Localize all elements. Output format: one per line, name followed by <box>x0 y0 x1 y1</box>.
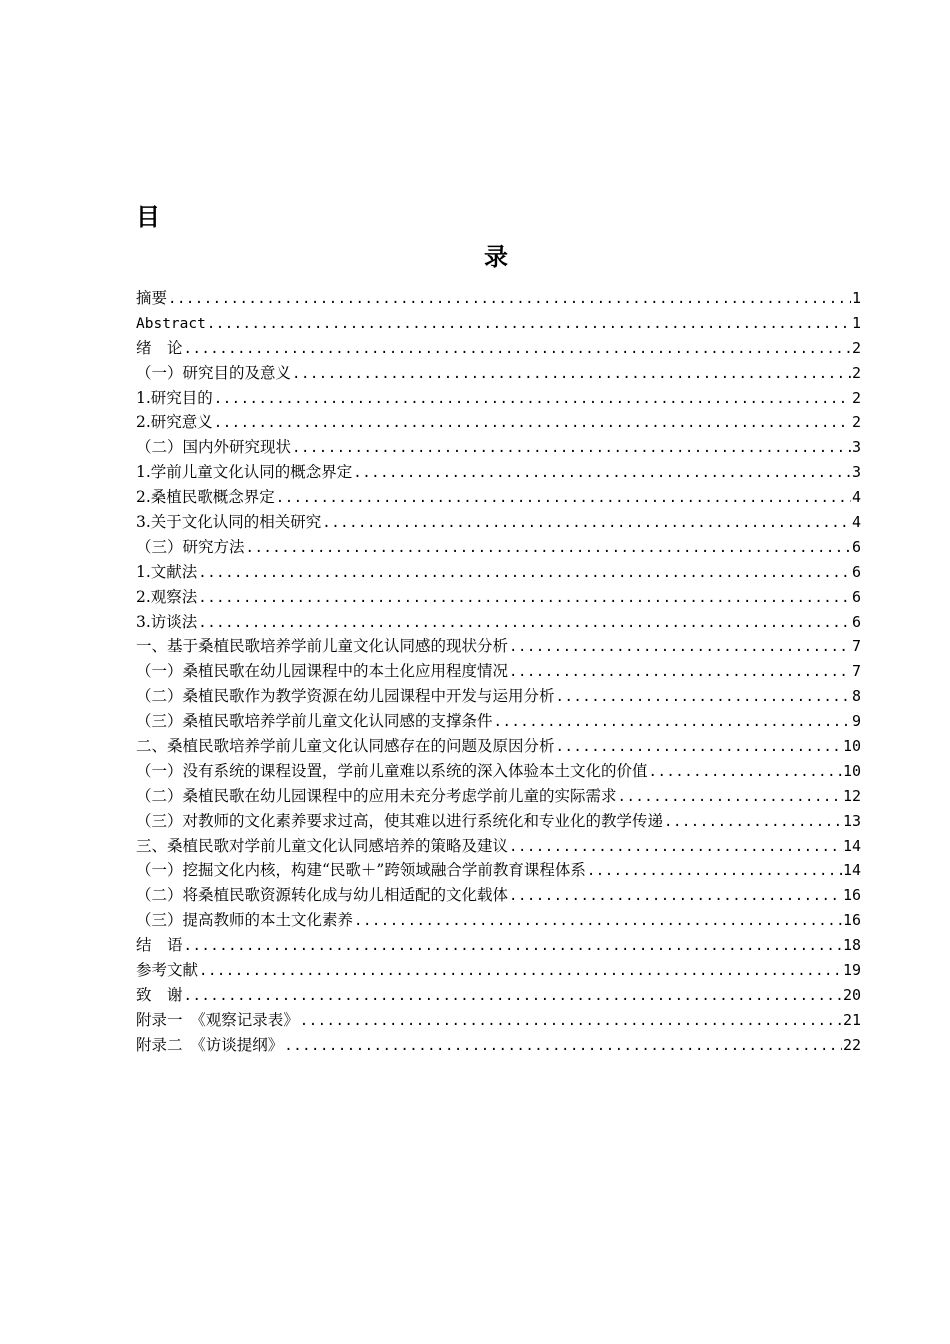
toc-entry[interactable] <box>136 809 861 834</box>
toc-entry[interactable] <box>136 460 861 485</box>
toc-entry[interactable] <box>136 286 861 311</box>
toc-dot-leader <box>618 785 842 809</box>
toc-entry-page-number: 6 <box>851 562 861 581</box>
toc-entry[interactable] <box>136 361 861 386</box>
toc-title-char-1: 目 <box>136 203 160 231</box>
toc-entry[interactable] <box>136 610 861 635</box>
toc-dot-leader <box>246 536 851 560</box>
toc-entry[interactable] <box>136 1008 861 1033</box>
toc-entry-label: 1.研究目的 <box>136 388 213 407</box>
toc-entry-page-number: 8 <box>851 687 861 706</box>
toc-entry[interactable] <box>136 883 861 908</box>
toc-entry-label: 2.桑植民歌概念界定 <box>136 488 275 507</box>
toc-title-char-2: 录 <box>484 243 508 271</box>
toc-dot-leader <box>184 337 851 361</box>
toc-entry[interactable] <box>136 858 861 883</box>
toc-entry-page-number: 10 <box>842 761 861 780</box>
toc-entry-label: 1.学前儿童文化认同的概念界定 <box>136 463 353 482</box>
toc-entry[interactable] <box>136 908 861 933</box>
toc-dot-leader <box>509 835 842 859</box>
toc-entry-page-number: 4 <box>851 488 861 507</box>
toc-dot-leader <box>207 312 851 336</box>
toc-entry-page-number: 13 <box>842 811 861 830</box>
toc-entry[interactable] <box>136 958 861 983</box>
toc-entry[interactable] <box>136 585 861 610</box>
toc-entry[interactable] <box>136 759 861 784</box>
toc-entry[interactable] <box>136 709 861 734</box>
toc-dot-leader <box>556 735 842 759</box>
toc-dot-leader <box>184 984 842 1008</box>
toc-entry-label: 2.研究意义 <box>136 413 213 432</box>
toc-entry-label: （二）桑植民歌作为教学资源在幼儿园课程中开发与运用分析 <box>136 687 555 706</box>
toc-dot-leader <box>198 561 851 585</box>
toc-entry-label: （三）研究方法 <box>136 537 245 556</box>
toc-dot-leader <box>353 461 851 485</box>
toc-entry-label: （二）将桑植民歌资源转化成与幼儿相适配的文化载体 <box>136 886 509 905</box>
toc-entry-label: （二）国内外研究现状 <box>136 438 292 457</box>
toc-entry-label: 附录一 《观察记录表》 <box>136 1010 299 1029</box>
toc-dot-leader <box>664 810 842 834</box>
toc-entry-label: （一）研究目的及意义 <box>136 363 292 382</box>
toc-entry[interactable] <box>136 435 861 460</box>
toc-dot-leader <box>509 884 842 908</box>
toc-entry[interactable] <box>136 560 861 585</box>
toc-entry[interactable] <box>136 684 861 709</box>
toc-entry[interactable] <box>136 834 861 859</box>
toc-entry-page-number: 2 <box>851 388 861 407</box>
toc-entry[interactable] <box>136 784 861 809</box>
toc-entry-label: 结 语 <box>136 936 183 955</box>
toc-entry-page-number: 6 <box>851 537 861 556</box>
toc-entry-page-number: 9 <box>851 712 861 731</box>
toc-dot-leader <box>292 362 851 386</box>
toc-entry[interactable] <box>136 311 861 336</box>
toc-entry-label: （一）桑植民歌在幼儿园课程中的本土化应用程度情况 <box>136 662 509 681</box>
toc-entry[interactable] <box>136 410 861 435</box>
toc-entry[interactable] <box>136 983 861 1008</box>
toc-entry[interactable] <box>136 336 861 361</box>
toc-entry[interactable] <box>136 634 861 659</box>
toc-entry-label: Abstract <box>136 315 206 332</box>
toc-entry-page-number: 3 <box>851 438 861 457</box>
toc-entry[interactable] <box>136 535 861 560</box>
toc-entry-page-number: 10 <box>842 737 861 756</box>
toc-entry-page-number: 2 <box>851 413 861 432</box>
toc-entry-page-number: 7 <box>851 637 861 656</box>
toc-entry-label: 2.观察法 <box>136 587 198 606</box>
toc-entry-page-number: 14 <box>842 861 861 880</box>
toc-entry[interactable] <box>136 386 861 411</box>
toc-entry-label: 摘要 <box>136 289 168 307</box>
toc-entry-page-number: 14 <box>842 836 861 855</box>
toc-dot-leader <box>184 934 842 958</box>
toc-entry-label: 附录二 《访谈提纲》 <box>136 1035 284 1054</box>
toc-entry-page-number: 20 <box>842 985 861 1004</box>
toc-entry-page-number: 22 <box>842 1035 861 1054</box>
toc-entry-page-number: 18 <box>842 936 861 955</box>
toc-entry-label: 1.文献法 <box>136 562 198 581</box>
toc-dot-leader <box>214 411 851 435</box>
toc-entry-page-number: 16 <box>842 886 861 905</box>
toc-dot-leader <box>649 760 842 784</box>
toc-entry-page-number: 16 <box>842 911 861 930</box>
toc-dot-leader <box>509 635 851 659</box>
toc-entry-page-number: 6 <box>851 612 861 631</box>
toc-entry-label: （三）桑植民歌培养学前儿童文化认同感的支撑条件 <box>136 712 493 731</box>
table-of-contents <box>136 286 861 1058</box>
toc-entry-label: 致 谢 <box>136 985 183 1004</box>
toc-entry-label: （一）没有系统的课程设置，学前儿童难以系统的深入体验本土文化的价值 <box>136 761 648 780</box>
toc-dot-leader <box>292 436 851 460</box>
toc-entry-page-number: 3 <box>851 463 861 482</box>
toc-entry-page-number: 12 <box>842 786 861 805</box>
toc-dot-leader <box>300 1009 842 1033</box>
toc-dot-leader <box>168 287 851 311</box>
toc-entry-label: （二）桑植民歌在幼儿园课程中的应用未充分考虑学前儿童的实际需求 <box>136 786 617 805</box>
toc-entry[interactable] <box>136 933 861 958</box>
toc-entry-page-number: 6 <box>851 587 861 606</box>
toc-entry-label: 3.关于文化认同的相关研究 <box>136 513 322 532</box>
toc-dot-leader <box>276 486 851 510</box>
toc-entry-label: 3.访谈法 <box>136 612 198 631</box>
toc-dot-leader <box>587 859 842 883</box>
toc-entry-page-number: 2 <box>851 338 861 357</box>
toc-dot-leader <box>322 511 851 535</box>
toc-dot-leader <box>198 586 851 610</box>
toc-entry-label: 一、基于桑植民歌培养学前儿童文化认同感的现状分析 <box>136 637 509 656</box>
toc-dot-leader <box>214 387 851 411</box>
toc-entry-page-number: 2 <box>851 363 861 382</box>
toc-entry-page-number: 19 <box>842 961 861 980</box>
toc-dot-leader <box>509 660 851 684</box>
toc-entry-label: 三、桑植民歌对学前儿童文化认同感培养的策略及建议 <box>136 836 509 855</box>
toc-entry-label: （三）对教师的文化素养要求过高，使其难以进行系统化和专业化的教学传递 <box>136 811 664 830</box>
toc-entry-page-number: 4 <box>851 513 861 532</box>
toc-entry-label: 参考文献 <box>136 961 199 980</box>
toc-dot-leader <box>199 959 842 983</box>
toc-dot-leader <box>494 710 851 734</box>
toc-entry-label: 二、桑植民歌培养学前儿童文化认同感存在的问题及原因分析 <box>136 737 555 756</box>
toc-entry-page-number: 21 <box>842 1010 861 1029</box>
toc-entry-label: （三）提高教师的本土文化素养 <box>136 911 354 930</box>
toc-entry[interactable] <box>136 485 861 510</box>
toc-dot-leader <box>556 685 851 709</box>
toc-dot-leader <box>354 909 842 933</box>
toc-entry-page-number: 1 <box>851 313 861 332</box>
toc-entry[interactable] <box>136 659 861 684</box>
toc-entry-page-number: 1 <box>851 289 861 307</box>
toc-entry[interactable] <box>136 1033 861 1058</box>
toc-dot-leader <box>284 1034 842 1058</box>
toc-entry[interactable] <box>136 510 861 535</box>
toc-dot-leader <box>198 611 851 635</box>
toc-entry-label: （一）挖掘文化内核，构建“民歌＋”跨领域融合学前教育课程体系 <box>136 861 586 880</box>
toc-entry[interactable] <box>136 734 861 759</box>
toc-entry-page-number: 7 <box>851 662 861 681</box>
toc-entry-label: 绪 论 <box>136 338 183 357</box>
